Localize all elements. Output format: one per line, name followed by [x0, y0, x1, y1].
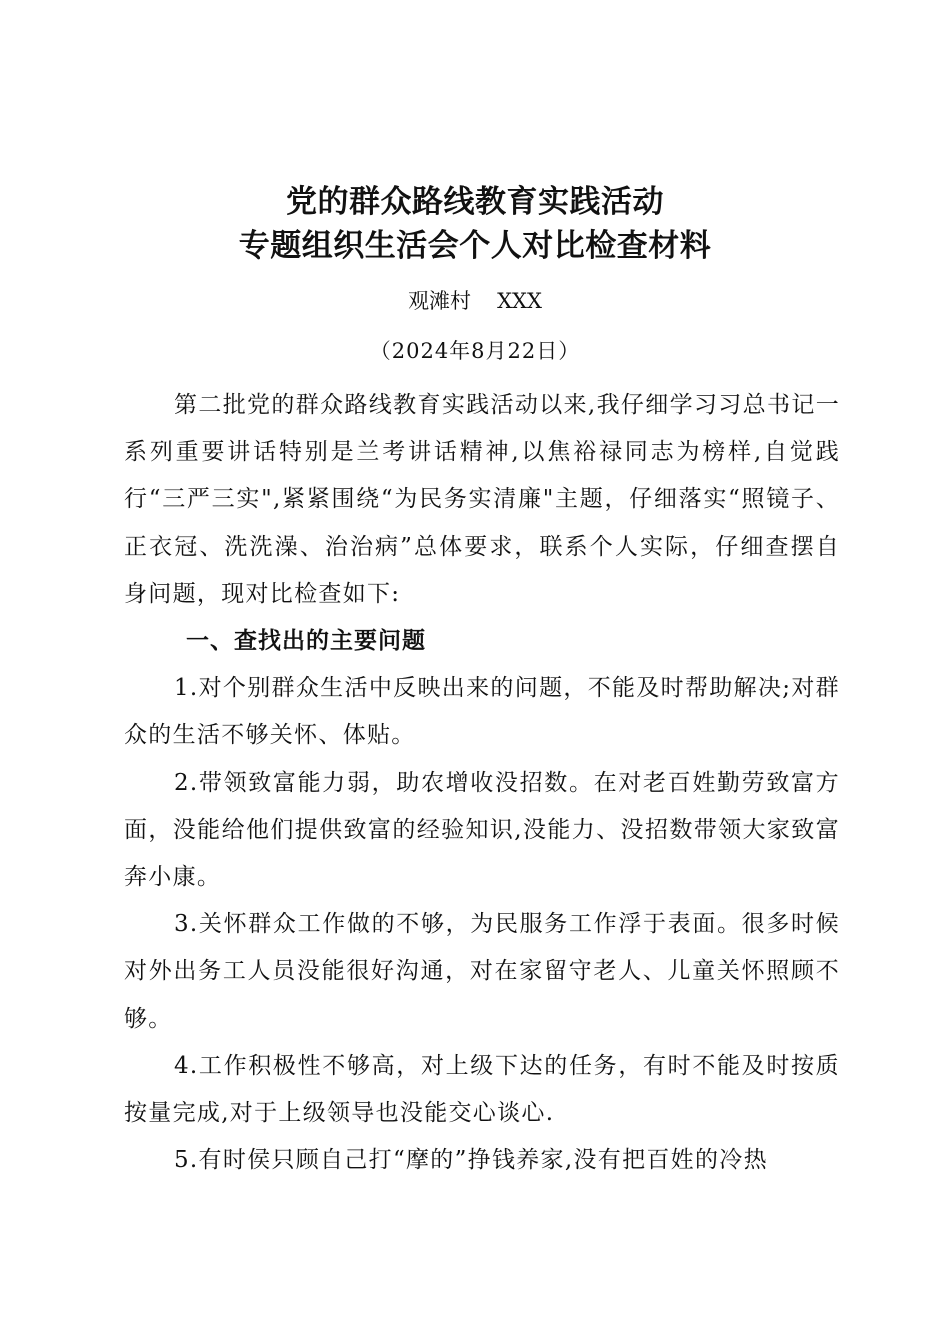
problem-item-4: 4.工作积极性不够高，对上级下达的任务，有时不能及时按质按量完成,对于上级领导也没能交心谈心. [124, 1052, 840, 1127]
problem-item-2: 2.带领致富能力弱，助农增收没招数。在对老百姓勤劳致富方面，没能给他们提供致富的经验知识,没能力、没招数带领大家致富奔小康。 [124, 769, 840, 891]
intro-paragraph: 第二批党的群众路线教育实践活动以来,我仔细学习习总书记一系列重要讲话特别是兰考讲话精神,以焦裕禄同志为榜样,自觉践行“三严三实",紧紧围绕“为民务实清廉"主题，仔细落实“照镜子、正衣冠、洗洗澡、治治病”总体要求，联系个人实际，仔细查摆自身问题，现对比检查如下: [124, 392, 840, 607]
document-title-line1: 党的群众路线教育实践活动 [286, 184, 664, 220]
section-heading: 一、查找出的主要问题 [186, 628, 426, 655]
document-date: （2024年8月22日） [369, 339, 581, 363]
document-body [124, 382, 840, 1184]
problem-item-5: 5.有时侯只顾自己打“摩的”挣钱养家,没有把百姓的冷热 [174, 1147, 768, 1174]
document-title-line2: 专题组织生活会个人对比检查材料 [238, 228, 712, 264]
problem-item-1: 1.对个别群众生活中反映出来的问题，不能及时帮助解决;对群众的生活不够关怀、体贴。 [124, 675, 840, 749]
problem-item-3: 3.关怀群众工作做的不够，为民服务工作浮于表面。很多时候对外出务工人员没能很好沟通，对在家留守老人、儿童关怀照顾不够。 [124, 911, 840, 1032]
author-line [0, 286, 950, 316]
author-unit: 观滩村 [408, 289, 472, 313]
author-name: XXX [497, 289, 542, 313]
